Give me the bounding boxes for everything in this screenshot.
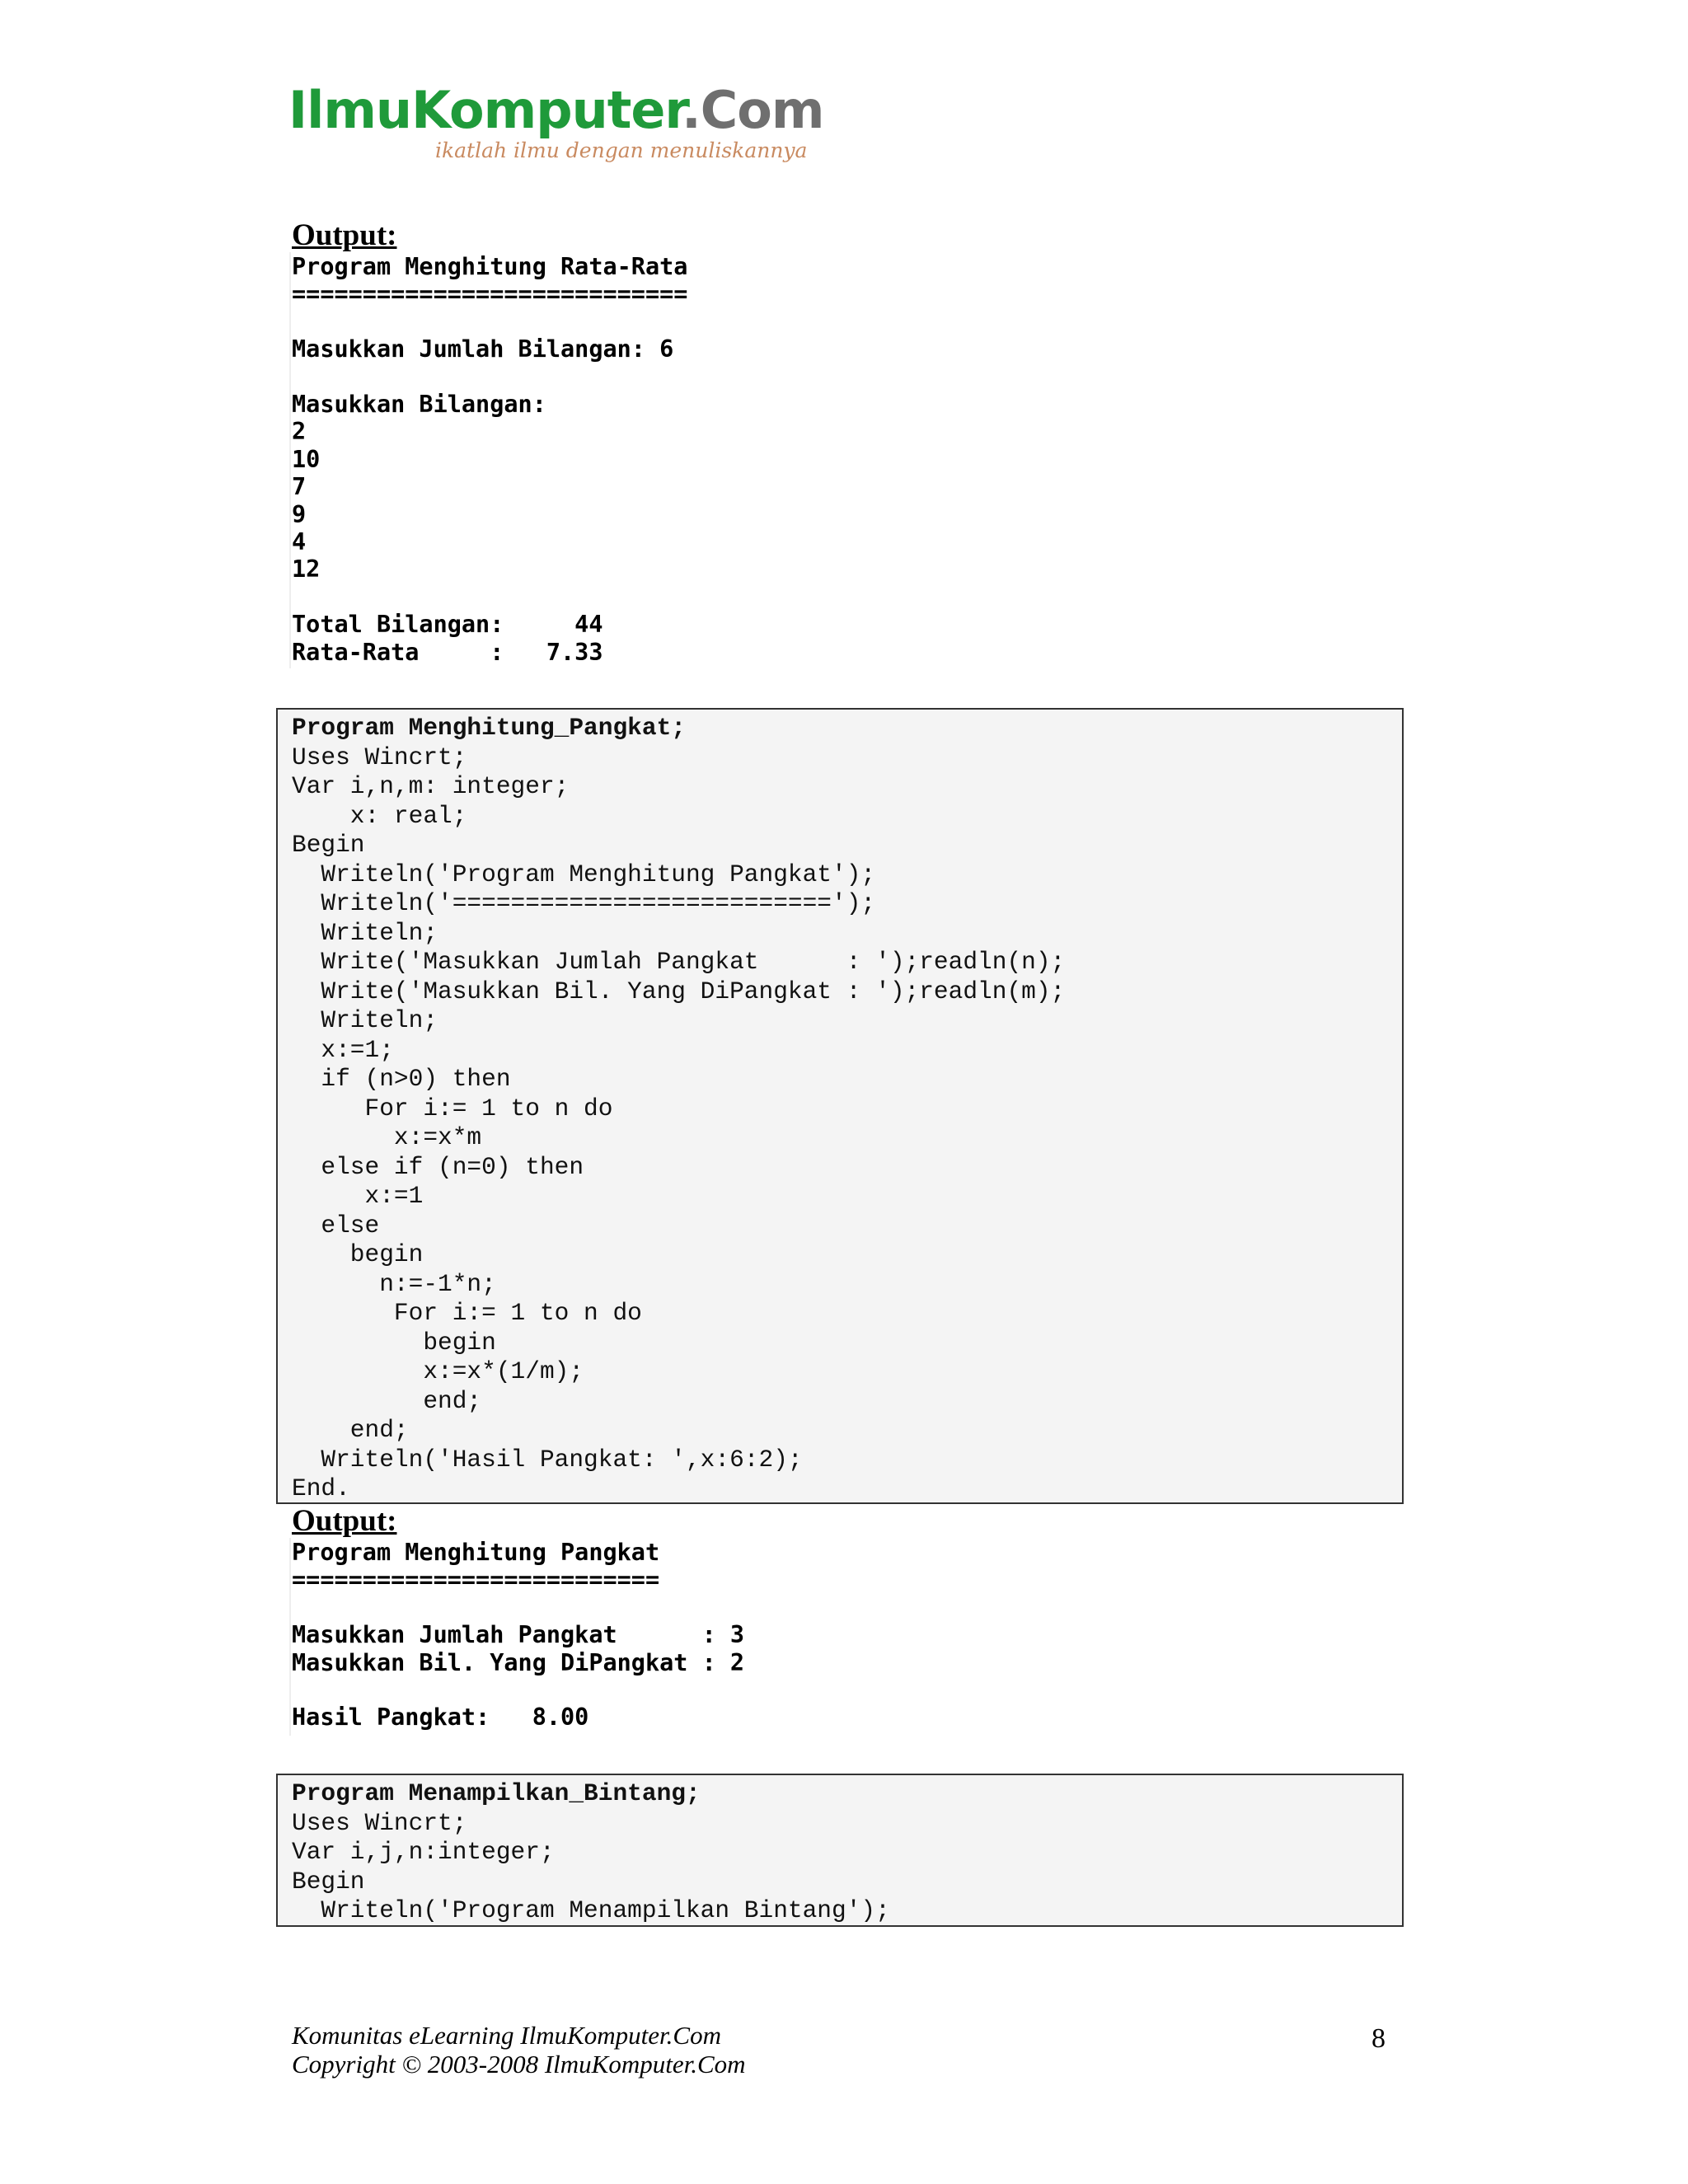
footer-community: Komunitas eLearning IlmuKomputer.Com	[292, 2021, 721, 2050]
code-1-line: Writeln('Program Menghitung Pangkat');	[292, 860, 876, 888]
output-1-line: 9	[292, 500, 307, 528]
code-1-line: Writeln;	[292, 1006, 438, 1034]
output-1-line: 10	[292, 445, 321, 473]
code-1-line: begin	[292, 1240, 424, 1268]
code-2-line: Program Menampilkan_Bintang;	[292, 1779, 701, 1807]
output-1-line: Masukkan Bilangan:	[292, 391, 546, 419]
code-1-line: Writeln('==========================');	[292, 889, 876, 917]
code-2-line: Uses Wincrt;	[292, 1808, 467, 1837]
code-listing-pangkat	[278, 710, 1402, 1504]
output-1-line: 2	[292, 418, 307, 446]
footer-credits	[292, 2021, 746, 2079]
code-2-line: Writeln('Program Menampilkan Bintang');	[292, 1896, 890, 1924]
code-1-line: Uses Wincrt;	[292, 743, 467, 771]
output-2-line: ==========================	[292, 1566, 660, 1594]
output-1-line	[292, 363, 687, 391]
logo-wordmark	[288, 81, 823, 140]
output-1-line	[292, 583, 687, 611]
output-2-line: Program Menghitung Pangkat	[292, 1539, 660, 1566]
output-1-line: Rata-Rata : 7.33	[292, 638, 603, 666]
code-1-line: Writeln('Hasil Pangkat: ',x:6:2);	[292, 1445, 803, 1474]
site-logo	[288, 80, 824, 171]
output-1-line: 4	[292, 528, 307, 556]
code-1-line: End.	[292, 1474, 350, 1502]
output-heading-1: Output:	[292, 218, 397, 252]
page-number: 8	[1372, 2023, 1386, 2054]
code-2-line: Begin	[292, 1867, 365, 1896]
output-1-line: 12	[292, 555, 321, 583]
code-1-line: n:=-1*n;	[292, 1269, 496, 1298]
code-1-line: else if (n=0) then	[292, 1152, 584, 1181]
output-1-line: Program Menghitung Rata-Rata	[292, 253, 688, 280]
code-1-line: For i:= 1 to n do	[292, 1299, 642, 1327]
output-2-line: Masukkan Bil. Yang DiPangkat : 2	[292, 1648, 745, 1676]
code-box-bintang	[276, 1774, 1404, 1927]
code-1-line: Write('Masukkan Bil. Yang DiPangkat : ');readln(m);	[292, 977, 1066, 1005]
code-1-line: x:=1	[292, 1182, 424, 1210]
footer-copyright: Copyright © 2003-2008 IlmuKomputer.Com	[292, 2050, 746, 2079]
code-1-line: x: real;	[292, 801, 467, 830]
output-1-line	[292, 308, 687, 335]
code-1-line: end;	[292, 1416, 409, 1444]
output-rule-2	[289, 1538, 291, 1736]
output-1-line: 7	[292, 473, 307, 501]
logo-tagline: ikatlah ilmu dengan menuliskannya	[435, 138, 808, 162]
code-2-line: Var i,j,n:integer;	[292, 1838, 555, 1866]
code-listing-bintang	[278, 1775, 1402, 1926]
logo-text-green: IlmuKomputer	[288, 80, 682, 140]
code-1-line: Var i,n,m: integer;	[292, 772, 570, 800]
code-1-line: end;	[292, 1386, 482, 1415]
output-heading-2: Output:	[292, 1504, 397, 1538]
output-1-line: Masukkan Jumlah Bilangan: 6	[292, 335, 674, 363]
output-2-line	[292, 1594, 744, 1621]
code-box-pangkat	[276, 708, 1404, 1504]
output-2-line: Masukkan Jumlah Pangkat : 3	[292, 1621, 745, 1649]
code-1-line: Writeln;	[292, 918, 438, 947]
code-1-line: begin	[292, 1328, 496, 1357]
logo-text-gray: .Com	[682, 80, 824, 140]
code-1-line: x:=x*(1/m);	[292, 1357, 584, 1385]
output-1-line: ============================	[292, 280, 688, 308]
output-1-line: Total Bilangan: 44	[292, 611, 603, 639]
code-1-line: else	[292, 1211, 380, 1240]
code-1-line: x:=1;	[292, 1035, 394, 1064]
output-2-line: Hasil Pangkat: 8.00	[292, 1704, 589, 1732]
code-1-line: x:=x*m	[292, 1123, 482, 1151]
output-rule-1	[289, 252, 291, 668]
output-2-line	[292, 1676, 744, 1704]
code-1-line: Program Menghitung_Pangkat;	[292, 714, 686, 742]
code-1-line: Begin	[292, 831, 365, 859]
output-block-1	[292, 253, 687, 666]
code-1-line: if (n>0) then	[292, 1065, 511, 1093]
code-1-line: Write('Masukkan Jumlah Pangkat : ');readln(n);	[292, 948, 1066, 976]
code-1-line: For i:= 1 to n do	[292, 1094, 613, 1122]
output-block-2	[292, 1539, 744, 1732]
